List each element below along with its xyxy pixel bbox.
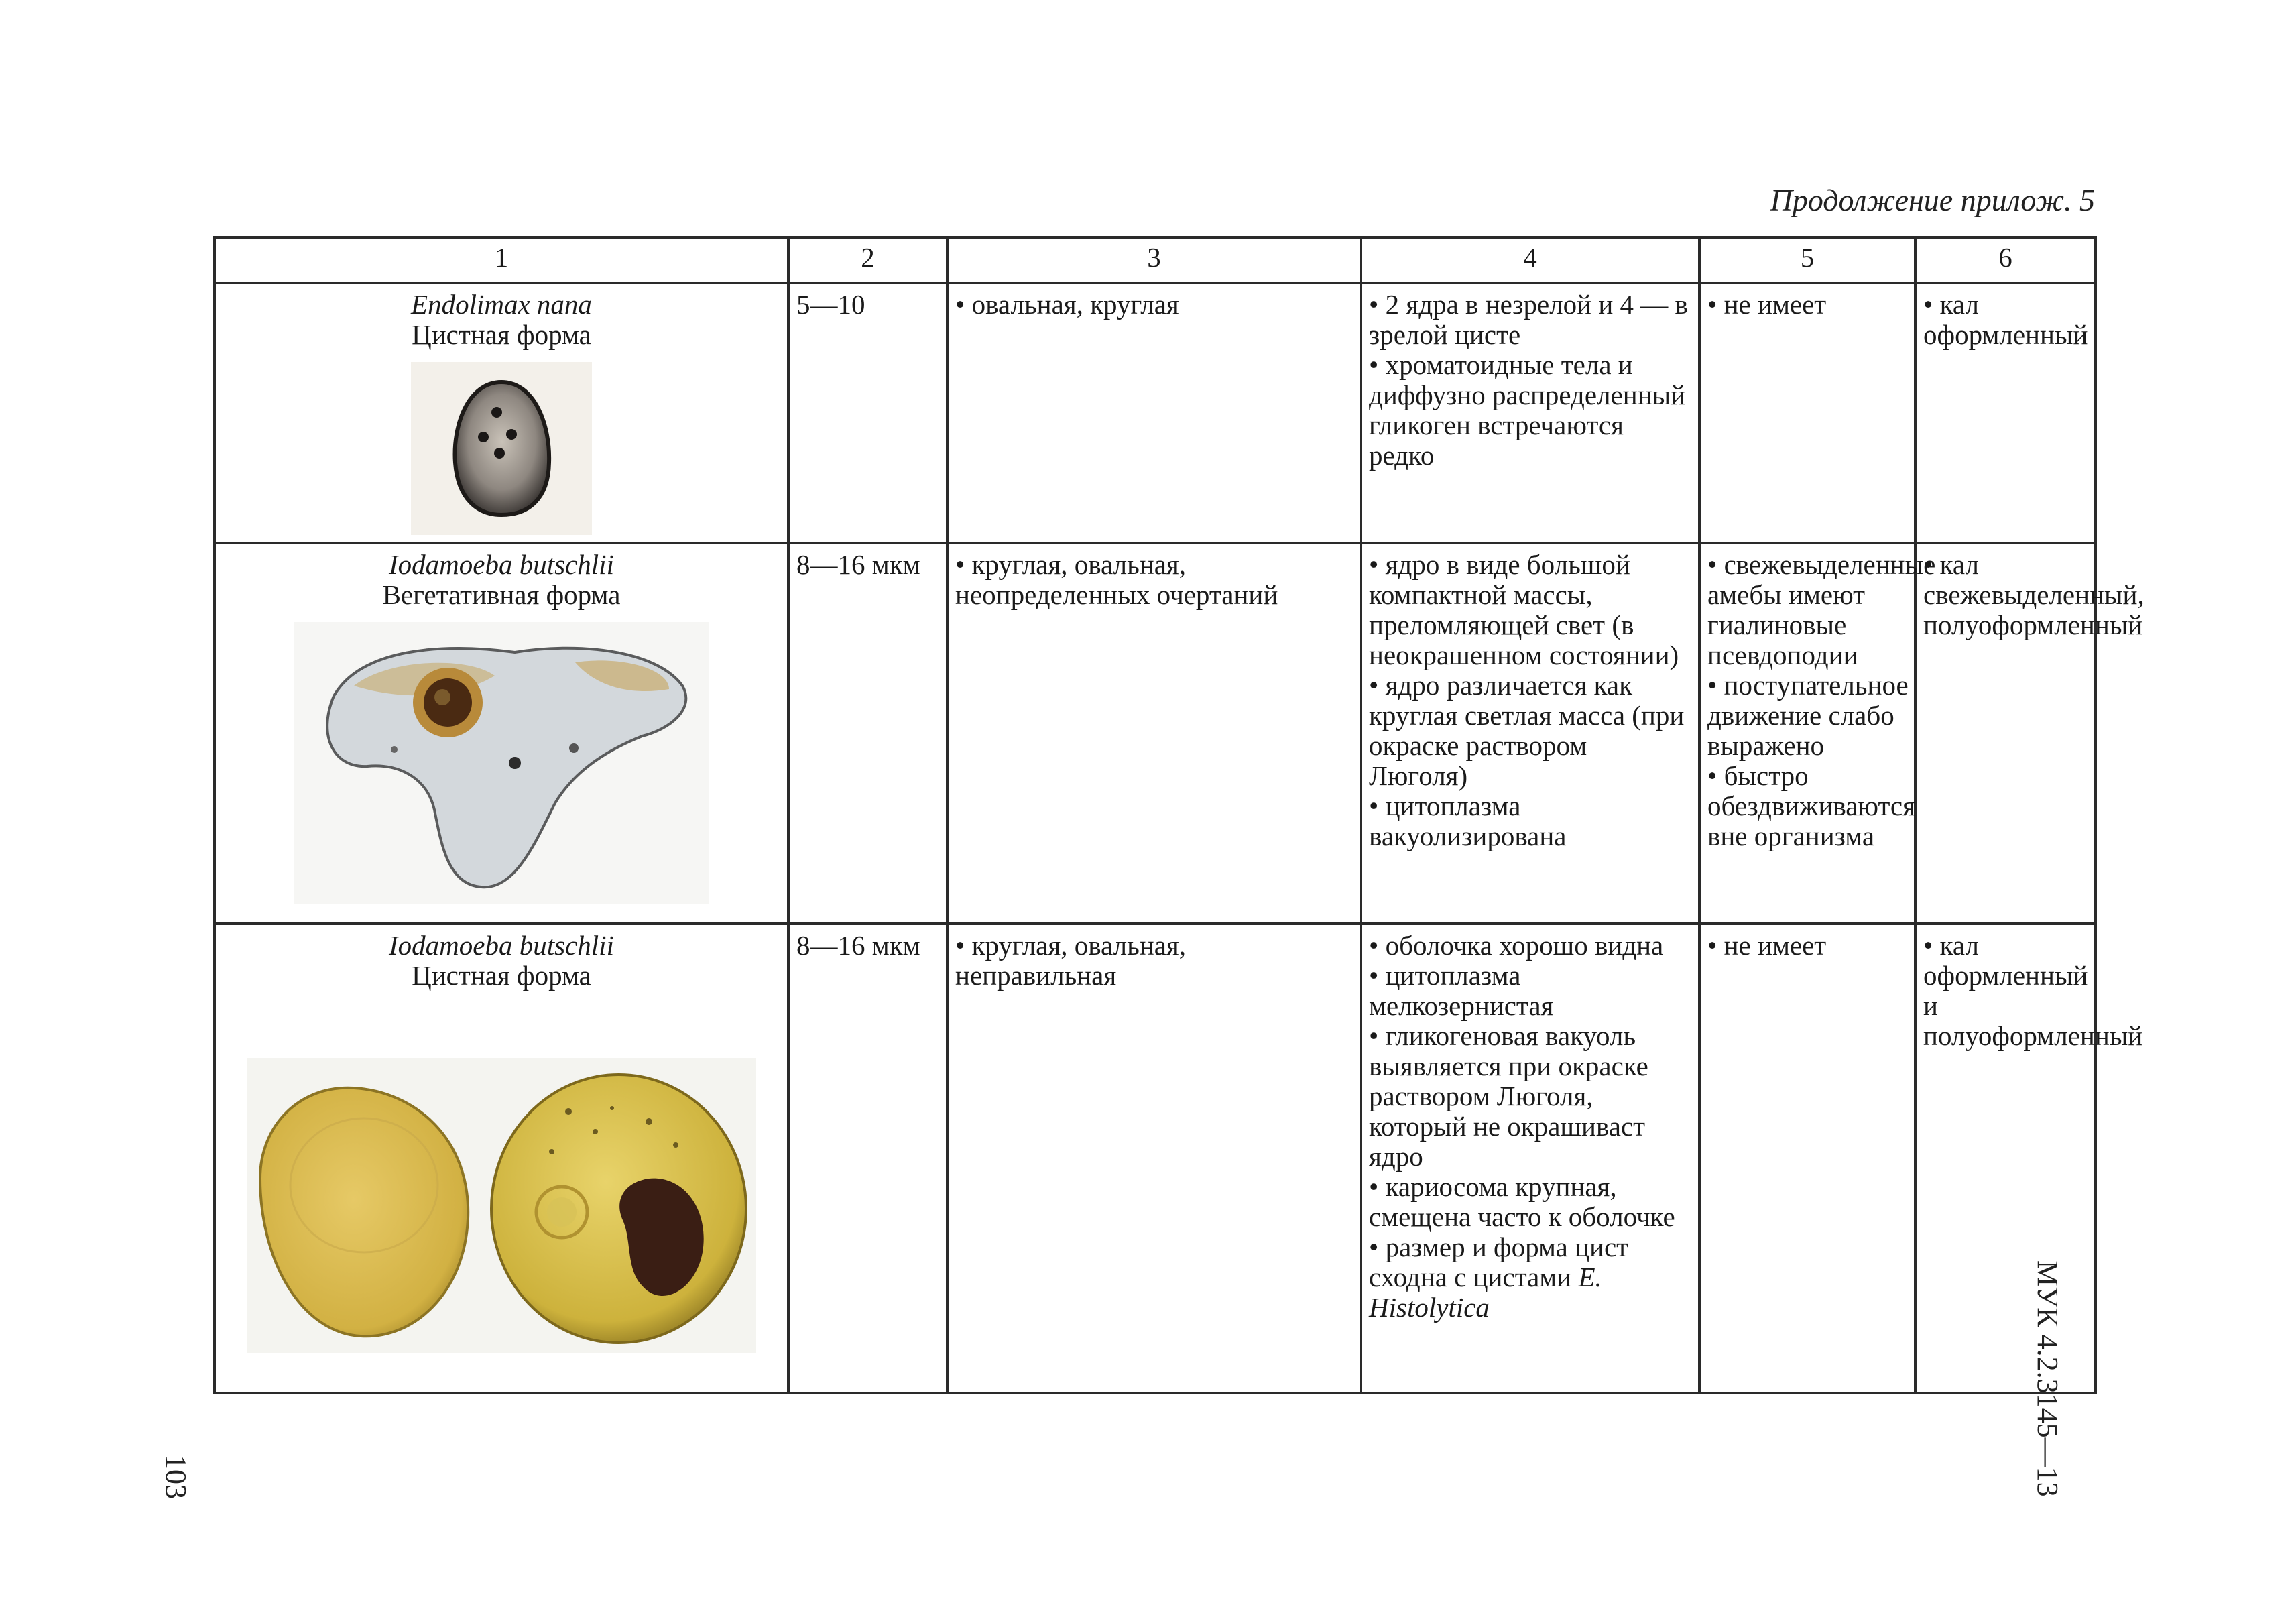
- column-header: 1: [215, 237, 788, 283]
- document-code: МУК 4.2.3145—13: [2031, 1260, 2064, 1497]
- table-row: [215, 543, 2096, 924]
- shape-cell: [947, 283, 1361, 543]
- page-number: 103: [160, 1455, 192, 1499]
- species-name: Iodamoeba butschlii: [389, 549, 614, 580]
- motility-item: • свежевыделенные амебы имеют гиалиновые псевдоподии: [1707, 550, 1907, 670]
- feature-text: размер и форма цист сходна с цистами: [1369, 1231, 1629, 1293]
- features-cell: [1361, 283, 1699, 543]
- stool-item: • кал оформленный и полуоформленный: [1923, 930, 2088, 1051]
- feature-item: • хроматоидные тела и диффузно распределенный гликоген встречаются редко: [1369, 350, 1691, 471]
- size-cell: 8—16 мкм: [788, 543, 947, 924]
- header-row: [215, 237, 2096, 283]
- feature-item: • ядро различается как круглая светлая масса (при окраске раствором Люголя): [1369, 670, 1691, 791]
- organism-cell: [215, 543, 788, 924]
- motility-item: • поступательное движение слабо выражено: [1707, 670, 1907, 761]
- motility-item: • быстро обездвиживаются вне организма: [1707, 761, 1907, 851]
- feature-italic-text: E. Histolytica: [1369, 1262, 1602, 1323]
- form-label: Вегетативная форма: [382, 579, 621, 610]
- size-cell: 8—16 мкм: [788, 924, 947, 1393]
- motility-item: • не имеет: [1707, 930, 1907, 961]
- shape-item: • овальная, круглая: [955, 290, 1353, 320]
- shape-item: • круглая, овальная, неправильная: [955, 930, 1353, 991]
- column-header: 5: [1699, 237, 1915, 283]
- stool-item: • кал оформленный: [1923, 290, 2088, 350]
- organism-cell: [215, 283, 788, 543]
- iodamoeba-trophozoite-image: [294, 622, 709, 904]
- shape-item: • круглая, овальная, неопределенных очертаний: [955, 550, 1353, 610]
- feature-item: • гликогеновая вакуоль выявляется при окраске раствором Люголя, который не окрашиваст ядро: [1369, 1021, 1691, 1172]
- feature-item: • цитоплазма мелкозернистая: [1369, 961, 1691, 1021]
- endolimax-cyst-image: [411, 362, 592, 535]
- size-cell: 5—10: [788, 283, 947, 543]
- stool-cell: [1915, 543, 2144, 924]
- column-header: 3: [947, 237, 1361, 283]
- features-cell: [1361, 543, 1699, 924]
- stool-cell: [1915, 283, 2096, 543]
- species-name: Iodamoeba butschlii: [389, 930, 614, 961]
- appendix-caption: Продолжение прилож. 5: [1770, 183, 2095, 217]
- form-label: Цистная форма: [412, 960, 591, 991]
- column-header: 4: [1361, 237, 1699, 283]
- shape-cell: [947, 543, 1361, 924]
- stool-cell: [1915, 924, 2143, 1393]
- table-row: [215, 924, 2096, 1393]
- motility-cell: [1699, 924, 1915, 1393]
- feature-item: [1369, 1232, 1691, 1323]
- organism-cell: [215, 924, 788, 1393]
- feature-item: • кариосома крупная, смещена часто к оболочке: [1369, 1172, 1691, 1232]
- motility-cell: [1699, 283, 1915, 543]
- stool-item: • кал свежевыделенный, полуоформленный: [1923, 550, 2088, 640]
- column-header: 2: [788, 237, 947, 283]
- species-name: Endolimax nana: [411, 289, 592, 320]
- features-cell: [1361, 924, 1699, 1393]
- parasite-table: [213, 236, 2144, 1394]
- feature-item: • оболочка хорошо видна: [1369, 930, 1691, 961]
- iodamoeba-cyst-image: [247, 1058, 756, 1353]
- motility-item: • не имеет: [1707, 290, 1907, 320]
- feature-item: • цитоплазма вакуолизирована: [1369, 791, 1691, 851]
- column-header: 6: [1915, 237, 2096, 283]
- form-label: Цистная форма: [412, 319, 591, 350]
- table-row: [215, 283, 2096, 543]
- motility-cell: [1699, 543, 1936, 924]
- feature-item: • 2 ядра в незрелой и 4 — в зрелой цисте: [1369, 290, 1691, 350]
- feature-item: • ядро в виде большой компактной массы, преломляющей свет (в неокрашенном состоянии): [1369, 550, 1691, 670]
- shape-cell: [947, 924, 1361, 1393]
